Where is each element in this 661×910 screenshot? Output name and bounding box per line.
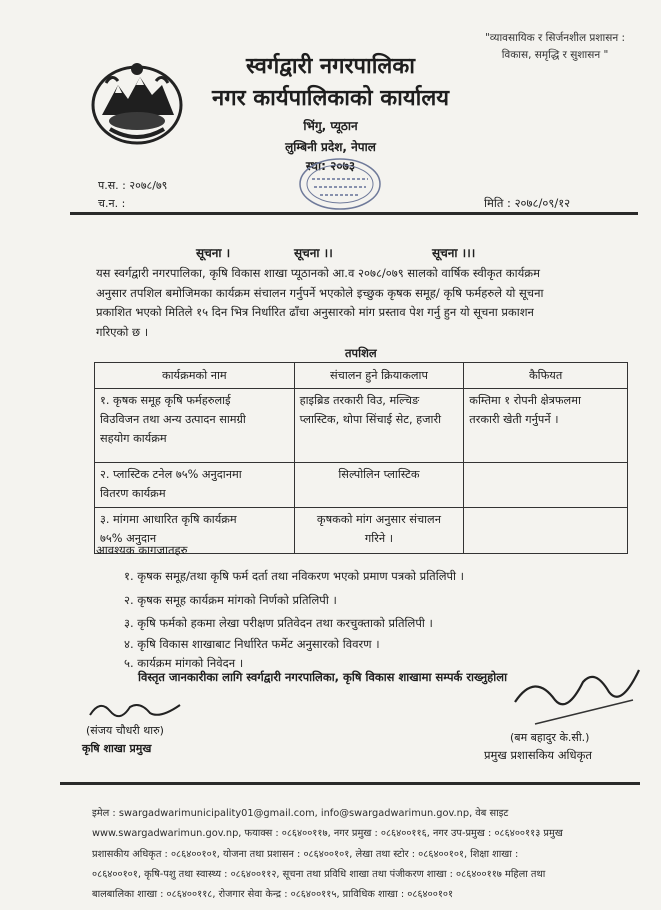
right-signatory-name: (बम बहादुर के.सी.)	[510, 731, 590, 744]
remark-cell	[464, 508, 628, 554]
activity-cell	[294, 463, 464, 508]
paragraph-line: प्रकाशित भएको मितिले १५ दिन भित्र निर्धारित ढाँचा अनुसारको मांग प्रस्ताव पेश गर्नु हुन यो सूचना प्रकाशन	[96, 305, 534, 319]
motto-line-1: "व्यावसायिक र सिर्जनशील प्रशासन :	[484, 32, 626, 44]
cell-line: गरिने ।	[364, 532, 393, 545]
cell-line: १. कृषक समूह कृषि फर्महरुलाई	[100, 394, 231, 407]
program-table	[94, 362, 628, 554]
program-name-cell	[95, 389, 295, 463]
dispatch-number: च.न. :	[98, 197, 126, 210]
cell-line: ७५% अनुदान	[100, 532, 157, 545]
document-item: १. कृषक समूह/तथा कृषि फर्म दर्ता तथा नविकरण भएको प्रमाण पत्रको प्रतिलिपी ।	[124, 569, 465, 583]
established: स्था: २०७३	[305, 159, 356, 173]
footer-divider	[60, 782, 640, 785]
table-row	[95, 389, 628, 463]
office-title: नगर कार्यपालिकाको कार्यालय	[212, 86, 449, 111]
table-caption: तपशिल	[345, 346, 377, 360]
cell-line: वितरण कार्यक्रम	[100, 487, 166, 500]
cell-line: ३. मांगमा आधारित कृषि कार्यक्रम	[100, 513, 237, 526]
document-item: ३. कृषि फर्मको हकमा लेखा परीक्षण प्रतिवेदन तथा करचुक्ताको प्रतिलिपी ।	[124, 616, 433, 630]
document-item: ४. कृषि विकास शाखाबाट निर्धारित फर्मेट अनुसारको विवरण ।	[124, 637, 380, 651]
remark-cell	[464, 389, 628, 463]
cell-line: सहयोग कार्यक्रम	[100, 432, 167, 445]
paragraph-line: यस स्वर्गद्वारी नगरपालिका, कृषि विकास शाखा प्यूठानको आ.व २०७८/०७९ सालको वार्षिक स्वीकृत कार्यक्रम	[96, 266, 540, 280]
cell-line: २. प्लास्टिक टनेल ७५% अनुदानमा	[100, 468, 242, 481]
left-signatory-post: कृषि शाखा प्रमुख	[82, 742, 152, 755]
cell-line: प्लास्टिक, थोपा सिंचाई सेट, हजारी	[299, 413, 441, 426]
right-signatory-post: प्रमुख प्रशासकिय अधिकृत	[484, 748, 592, 762]
footer-line: www.swargadwarimun.gov.np, फयाक्स : ०८६४००११७, नगर प्रमुख : ०८६४००११६, नगर उप-प्रमुख : ०८६४००११३ प्रमुख	[92, 828, 563, 839]
address-line-1: भिंगु, प्यूठान	[303, 119, 358, 133]
header-remark: कैफियत	[464, 363, 628, 389]
document-item: ५. कार्यक्रम मांगको निवेदन ।	[124, 656, 244, 670]
cell-line: सिल्पोलिन प्लास्टिक	[338, 468, 420, 481]
notice-label-2: सूचना ।।	[294, 246, 333, 260]
activity-cell	[294, 508, 464, 554]
documents-heading: आवश्यक कागजातहरु	[96, 543, 188, 557]
table-header-row	[95, 363, 628, 389]
left-signatory-name: (संजय चौधरी थारु)	[86, 724, 164, 737]
header-program-name: कार्यक्रमको नाम	[95, 363, 295, 389]
header-divider	[70, 212, 638, 215]
header-activity: संचालन हुने क्रियाकलाप	[294, 363, 464, 389]
cell-line: विउविजन तथा अन्य उत्पादन सामग्री	[100, 413, 246, 426]
motto-line-2: विकास, समृद्धि र सुशासन "	[501, 49, 609, 61]
issue-date: मिति : २०७८/०९/१२	[484, 196, 571, 210]
table-row	[95, 463, 628, 508]
org-title: स्वर्गद्वारी नगरपालिका	[246, 54, 415, 79]
footer-line: ०८६४००१०१, कृषि-पशु तथा स्वास्थ्य : ०८६४००११२, सूचना तथा प्रविधि शाखा तथा पंजीकरण शाखा : ०८६४००११७ महिला तथा	[92, 869, 546, 880]
cell-line: तरकारी खेती गर्नुपर्ने ।	[469, 413, 559, 426]
footer-line: प्रशासकीय अधिकृत : ०८६४००१०१, योजना तथा प्रशासन : ०८६४००१०१, लेखा तथा स्टोर : ०८६४००१०१, शिक्षा शाखा :	[92, 849, 519, 860]
paragraph-line: अनुसार तपशिल बमोजिमका कार्यक्रम संचालन गर्नुपर्ने भएकोले इच्छुक कृषक समूह/ कृषि फर्महरुले यो सूचना	[96, 285, 544, 300]
activity-cell	[294, 389, 464, 463]
notice-paragraph	[96, 264, 638, 342]
cell-line: कम्तिमा १ रोपनी क्षेत्रफलमा	[469, 394, 581, 407]
notice-label-3: सूचना ।।।	[432, 246, 476, 260]
right-signature-icon	[505, 662, 645, 737]
paragraph-line: गरिएको छ ।	[96, 324, 149, 339]
office-stamp-icon	[296, 155, 384, 213]
contact-note: विस्तृत जानकारीका लागि स्वर्गद्वारी नगरपालिका, कृषि विकास शाखामा सम्पर्क राख्नुहोला	[138, 670, 508, 684]
footer-line: बालबालिका शाखा : ०८६४००११८, रोजगार सेवा केन्द्र : ०८६४००११५, प्राविधिक शाखा : ०८६४००१०१	[92, 889, 454, 900]
remark-cell	[464, 463, 628, 508]
cell-line: कृषकको मांग अनुसार संचालन	[316, 513, 441, 526]
notice-label-1: सूचना ।	[196, 246, 231, 260]
program-name-cell	[95, 463, 295, 508]
document-item: २. कृषक समूह कार्यक्रम मांगको निर्णको प्रतिलिपी ।	[124, 593, 337, 607]
address-line-2: लुम्बिनी प्रदेश, नेपाल	[285, 140, 376, 154]
left-signature-icon	[80, 695, 190, 723]
reference-number: प.स. : २०७८/७९	[98, 179, 168, 192]
cell-line: हाइब्रिड तरकारी विउ, मल्चिङ	[299, 394, 420, 407]
footer-line: इमेल : swargadwarimunicipality01@gmail.com, info@swargadwarimun.gov.np, वेब साइट	[92, 808, 509, 819]
